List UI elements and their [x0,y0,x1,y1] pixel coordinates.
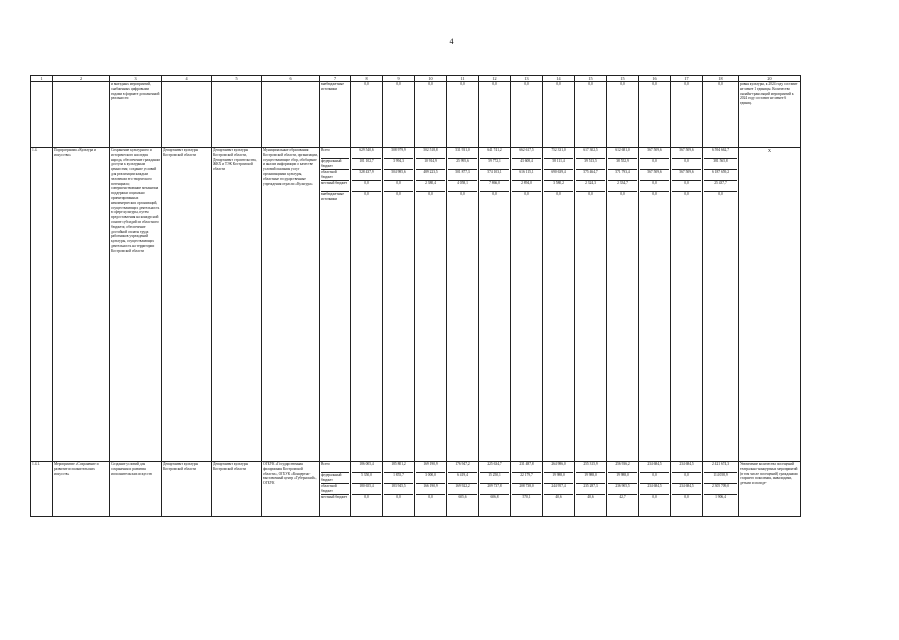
value-cell: 0,0 [684,495,689,499]
value-cell: 1 906,4 [715,495,726,499]
total-column [703,148,739,462]
col-num-2: 2 [53,76,110,82]
value-cell: 235 287,3 [576,484,605,495]
row-number: 1.4.1. [31,462,53,517]
value-cell: 0,0 [652,192,657,196]
year-column [351,148,383,462]
value-cell: 183 945,5 [384,484,413,495]
budget-table [30,75,801,517]
value-cell: 208 738,0 [512,484,541,495]
value-cell: 234 684,5 [672,484,701,495]
row-result: Увеличение количества посещений театрально-концертных мероприятий (в том числе посещений) гражданами старшего поколения, инвалидами, детьми и молоде- [739,462,801,517]
value-cell: 0,0 [672,473,701,484]
value-cell: 504 985,6 [384,170,413,181]
value-cell: 19 988,0 [608,473,637,484]
value-cell: 0,0 [672,181,701,192]
col-num-20: 20 [739,76,801,82]
col-num-9: 9 [383,76,415,82]
row-goal: Сохранение культурного и исторического наследия народа, обеспечение гражданам доступа к культурным ценностям; создание условий для реализации каждым человеком его творческого потенциала; совершенствование механизма поддержки социально ориентированных некоммерческих организаций, осуществляющих деятельность в сфере культуры, путем предоставления на конкурсной основе субсидий из областного бюджета; обеспечение достойной оплаты труда работников учреждений культуры, осуществляющих деятельность на территории Костромской области [110,148,162,462]
total-column [703,462,739,517]
value-cell: 0,0 [396,495,401,499]
year-column [415,148,447,462]
value-cell: 489 223,5 [416,170,445,181]
row-participants: ОГБУК «Государственная филармония Костромской области», ОГБУК «Концертно-выставочный центр «Губернский», ОГБУК [262,462,320,517]
continuation-result: ровня культуры, к 2024 году составит не менее 1 единицы. Количество онлайн-трансляций мероприятий к 2024 году составит не менее 6 единиц. [739,82,801,148]
continuation-row [31,82,801,148]
year-column [639,148,671,462]
value-cell: 0,0 [718,192,723,196]
value-cell: 38 552,9 [608,159,637,170]
activity-row [31,462,801,517]
value-cell: 528 437,9 [352,170,381,181]
page-number: 4 [449,37,454,46]
value-cell: 0,0 [351,82,383,148]
year-column [511,462,543,517]
year-column [511,148,543,462]
value-cell: 231 487,8 [512,462,541,473]
value-cell: 5 350,0 [352,473,381,484]
value-cell: 4 058,1 [448,181,477,192]
col-num-4: 4 [162,76,212,82]
year-column [383,148,415,462]
value-cell: 6 187 659,2 [704,170,737,181]
value-cell: 2 334,7 [608,181,637,192]
value-cell: 0,0 [492,192,497,196]
value-cell: 605,6 [458,495,467,499]
col-num-15b: 15 [607,76,639,82]
col-num-14: 14 [543,76,575,82]
value-cell: 2 380,4 [416,181,445,192]
value-cell: 3 580,2 [544,181,573,192]
year-column [607,148,639,462]
value-cell: 19 988,0 [544,473,573,484]
year-column [543,462,575,517]
value-cell: 690 639,4 [544,170,573,181]
value-cell: 0,0 [384,181,413,192]
value-cell: 0,0 [415,82,447,148]
value-cell: 234 684,5 [640,484,669,495]
value-cell: 570,1 [522,495,531,499]
value-cell: 571 793,4 [608,170,637,181]
source-label: областной бюджет [321,170,349,181]
value-cell: 0,0 [640,181,669,192]
col-num-11: 11 [447,76,479,82]
value-cell: 234 684,5 [672,462,701,473]
year-column [575,462,607,517]
value-cell: 209 737,8 [480,484,509,495]
value-cell: 0,0 [543,82,575,148]
source-label: областной бюджет [321,484,349,495]
value-cell: 6 594 662,7 [704,148,737,159]
subprogram-row [31,148,801,462]
value-cell: 574 103,1 [480,170,509,181]
value-cell: 101 102,7 [352,159,381,170]
col-num-6: 6 [262,76,320,82]
value-cell: 752 331,0 [544,148,573,159]
source-label: федеральный бюджет [321,473,349,484]
value-cell: 567 509,6 [640,170,669,181]
value-cell: 0,0 [607,82,639,148]
value-cell: 176 947,2 [448,462,477,473]
value-cell: 0,0 [428,192,433,196]
value-cell: 0,0 [556,192,561,196]
value-cell: 264 986,0 [544,462,573,473]
row-executor: Департамент культуры Костромской области, Департамент строительства, ЖКХ и ТЭК Костромской области [212,148,262,462]
source-label: Всего [321,148,349,159]
value-cell: 0,0 [652,495,657,499]
value-cell: 58 111,4 [544,159,573,170]
year-column [447,148,479,462]
value-cell: 1 855,7 [384,473,413,484]
value-cell: 2 894,0 [512,181,541,192]
row-number: 1.4. [31,148,53,462]
source-label: местный бюджет [321,495,348,499]
year-column [543,148,575,462]
value-cell: 244 957,4 [544,484,573,495]
value-cell: 0,0 [524,192,529,196]
value-cell: 531 931,0 [448,148,477,159]
value-cell: 234 684,5 [640,462,669,473]
value-cell: 255 315,9 [576,462,605,473]
col-num-13: 13 [511,76,543,82]
value-cell: 0,0 [671,82,703,148]
value-cell: 2 305 709,0 [704,484,737,495]
value-cell: 606,8 [490,495,499,499]
value-cell: 0,0 [640,473,669,484]
value-cell: 236 905,5 [608,484,637,495]
value-cell: 629 540,6 [352,148,381,159]
year-column [639,462,671,517]
year-column [607,462,639,517]
value-cell: 169 922,2 [448,484,477,495]
col-num-15: 15 [575,76,607,82]
value-cell: 0,0 [575,82,607,148]
col-num-5: 5 [212,76,262,82]
col-num-12: 12 [479,76,511,82]
col-num-8: 8 [351,76,383,82]
value-cell: 0,0 [479,82,511,148]
source-label: федеральный бюджет [321,159,349,170]
value-cell: 10 914,9 [416,159,445,170]
value-cell: 2 421 674,3 [704,462,737,473]
value-cell: 612 681,0 [608,148,637,159]
value-cell: 0,0 [640,159,669,170]
value-cell: 0,0 [364,495,369,499]
value-cell: 567 509,6 [640,148,669,159]
value-cell: 641 741,2 [480,148,509,159]
value-cell: 381 565,8 [704,159,737,170]
value-cell: 0,0 [352,181,381,192]
value-cell: 186 005,4 [352,462,381,473]
value-cell: 616 115,1 [512,170,541,181]
year-column [351,462,383,517]
value-cell: 0,0 [588,192,593,196]
value-cell: 501 877,3 [448,170,477,181]
year-column [671,148,703,462]
source-label: местный бюджет [321,181,349,192]
year-column [575,148,607,462]
value-cell: 3 000,0 [416,473,445,484]
value-cell: 502 518,8 [416,148,445,159]
col-num-7: 7 [320,76,351,82]
value-cell: 0,0 [639,82,671,148]
row-result: Х [739,148,801,462]
continuation-source: внебюджетные источники [320,82,351,148]
value-cell: 180 655,4 [352,484,381,495]
value-cell: 25 437,7 [704,181,737,192]
source-label: Всего [321,462,349,473]
value-cell: 3 994,3 [384,159,413,170]
row-name: Мероприятие «Сохранение и развитие исполнительских искусств» [53,462,110,517]
value-cell: 7 866,0 [480,181,509,192]
row-executor: Департамент культуры Костромской области [212,462,262,517]
value-cell: 0,0 [672,159,701,170]
year-column [671,462,703,517]
value-cell: 0,0 [460,192,465,196]
year-column [479,148,511,462]
value-cell: 40,6 [555,495,562,499]
value-cell: 0,0 [703,82,739,148]
row-goal: Создание условий для сохранения и развития исполнительских искусств [110,462,162,517]
value-cell: 0,0 [396,192,401,196]
value-cell: 43 608,4 [512,159,541,170]
source-list [320,148,351,462]
value-cell: 15 250,1 [480,473,509,484]
col-num-3: 3 [110,76,162,82]
value-cell: 42,7 [619,495,626,499]
col-num-10: 10 [415,76,447,82]
value-cell: 59 772,1 [480,159,509,170]
value-cell: 0,0 [364,192,369,196]
value-cell: 256 936,2 [608,462,637,473]
row-name: Подпрограмма «Культура и искусство» [53,148,110,462]
year-column [447,462,479,517]
value-cell: 19 988,0 [576,473,605,484]
year-column [479,462,511,517]
source-label: внебюджетные источники [321,192,344,201]
col-num-1: 1 [31,76,53,82]
value-cell: 185 801,2 [384,462,413,473]
value-cell: 2 324,3 [576,181,605,192]
row-participants: Муниципальные образования Костромской области, организации, осуществляющие сбор, обобщение и анализ информации о качестве условий оказания услуг организациями культуры, областные государственные учреждения отрасли «Культура» [262,148,320,462]
value-cell: 6 419,4 [448,473,477,484]
value-cell: 22 179,7 [512,473,541,484]
value-cell: 166 190,9 [416,484,445,495]
continuation-goal: и выездных мероприятий, снабженных цифровыми гидами в формате дополненной реальности [110,82,162,148]
value-cell: 0,0 [383,82,415,148]
value-cell: 40,6 [587,495,594,499]
value-cell: 39 513,5 [576,159,605,170]
source-list [320,462,351,517]
value-cell: 662 617,5 [512,148,541,159]
col-num-17: 17 [671,76,703,82]
value-cell: 0,0 [620,192,625,196]
value-cell: 508 979,9 [384,148,413,159]
value-cell: 0,0 [684,192,689,196]
row-customer: Департамент культуры Костромской области [162,462,212,517]
value-cell: 25 995,6 [448,159,477,170]
year-column [383,462,415,517]
value-cell: 0,0 [511,82,543,148]
value-cell: 0,0 [447,82,479,148]
value-cell: 0,0 [428,495,433,499]
value-cell: 575 464,7 [576,170,605,181]
col-num-16: 16 [639,76,671,82]
col-num-18: 18 [703,76,739,82]
value-cell: 617 302,5 [576,148,605,159]
row-customer: Департамент культуры Костромской области [162,148,212,462]
value-cell: 567 509,6 [672,148,701,159]
value-cell: 114 058,9 [704,473,737,484]
value-cell: 225 634,7 [480,462,509,473]
year-column [415,462,447,517]
value-cell: 169 190,9 [416,462,445,473]
value-cell: 567 509,6 [672,170,701,181]
